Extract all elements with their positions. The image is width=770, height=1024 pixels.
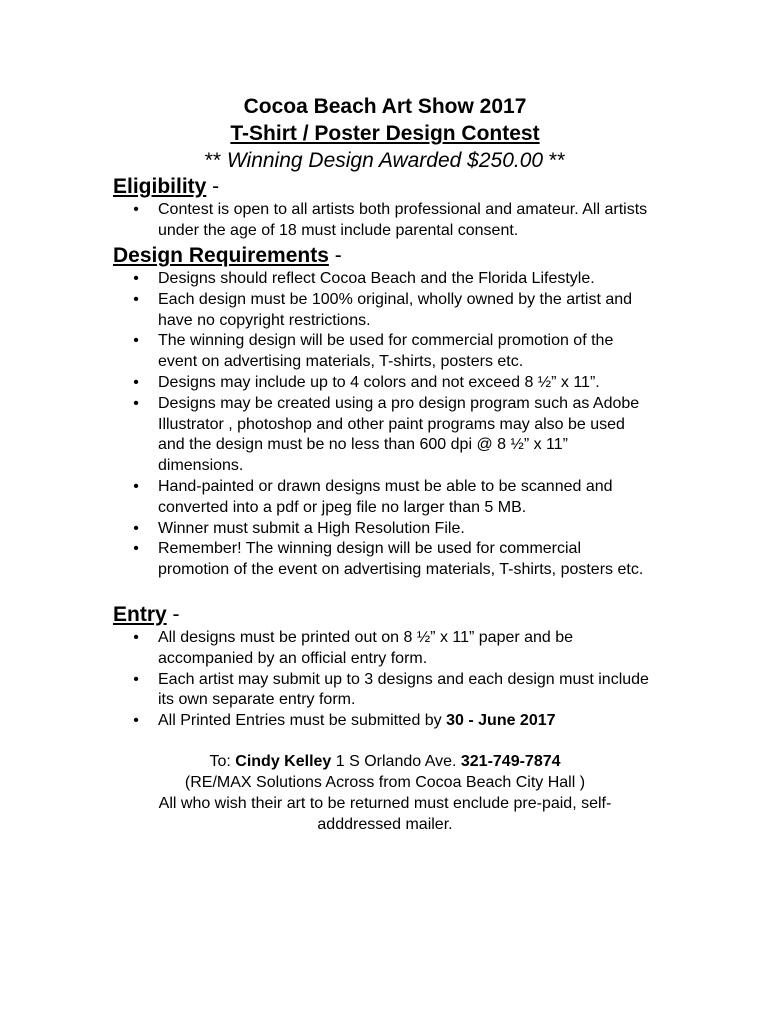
deadline-text: All Printed Entries must be submitted by bbox=[158, 712, 447, 730]
list-item bbox=[130, 373, 655, 394]
list-item-text: Each artist may submit up to 3 designs and each design must include its own separate entry form. bbox=[158, 670, 649, 709]
list-item-text: Each design must be 100% original, wholly owned by the artist and have no copyright restrictions. bbox=[158, 290, 633, 329]
list-item bbox=[130, 628, 655, 670]
bullet-icon: • bbox=[133, 712, 139, 730]
award-suffix: ** bbox=[543, 149, 566, 172]
eligibility-list bbox=[130, 200, 655, 242]
design-requirements-heading-dash: - bbox=[328, 244, 342, 267]
award-line bbox=[0, 148, 770, 174]
list-item-text: All designs must be printed out on 8 ½” x 11” paper and be accompanied by an official entry form. bbox=[158, 629, 574, 667]
contact-name: Cindy Kelley bbox=[235, 753, 332, 770]
entry-heading bbox=[113, 602, 180, 628]
list-item-text: The winning design will be used for commercial promotion of the event on advertising materials, T-shirts, posters etc. bbox=[158, 332, 614, 371]
list-item-text: Designs may be created using a pro design program such as Adobe Illustrator , photoshop and other paint programs may also be used and the design must be no less than 600 dpi @ 8 ½” x 11” dimensions. bbox=[158, 394, 640, 475]
bullet-icon: • bbox=[133, 519, 139, 537]
list-item-text: Remember! The winning design will be used for commercial promotion of the event on advertising materials, T-shirts, posters etc. bbox=[158, 540, 644, 579]
entry-list bbox=[130, 628, 655, 732]
bullet-icon: • bbox=[133, 394, 139, 412]
bullet-icon: • bbox=[133, 540, 139, 558]
list-item bbox=[130, 200, 655, 242]
list-item bbox=[130, 670, 655, 712]
entry-heading-label: Entry bbox=[113, 603, 167, 626]
list-item bbox=[130, 269, 655, 290]
bullet-icon: • bbox=[133, 201, 139, 218]
contact-phone: 321-749-7874 bbox=[460, 753, 561, 770]
bullet-icon: • bbox=[133, 629, 139, 646]
list-item-text: Contest is open to all artists both professional and amateur. All artists under the age of 18 must include parental consent. bbox=[158, 201, 648, 239]
contest-title: T-Shirt / Poster Design Contest bbox=[230, 122, 540, 145]
show-title: Cocoa Beach Art Show 2017 bbox=[243, 95, 527, 118]
eligibility-heading-dash: - bbox=[206, 175, 220, 198]
bullet-icon: • bbox=[133, 332, 139, 350]
return-note: All who wish their art to be returned must enclude pre-paid, self-adddressed mailer. bbox=[158, 795, 612, 833]
list-item bbox=[130, 290, 655, 332]
list-item bbox=[130, 477, 655, 519]
list-item-text: Designs may include up to 4 colors and not exceed 8 ½” x 11”. bbox=[158, 373, 600, 391]
design-requirements-list bbox=[130, 269, 655, 581]
bullet-icon: • bbox=[133, 373, 139, 391]
design-requirements-heading-label: Design Requirements bbox=[113, 244, 329, 267]
bullet-icon: • bbox=[133, 477, 139, 495]
list-item bbox=[130, 394, 655, 477]
to-label: To: bbox=[209, 753, 236, 770]
list-item bbox=[130, 331, 655, 373]
list-item bbox=[130, 539, 655, 581]
contact-line bbox=[0, 751, 770, 772]
list-item-text: Designs should reflect Cocoa Beach and the Florida Lifestyle. bbox=[158, 270, 595, 287]
bullet-icon: • bbox=[133, 270, 139, 287]
award-prefix: ** bbox=[204, 149, 227, 172]
deadline-date: 30 - June 2017 bbox=[446, 712, 556, 730]
bullet-icon: • bbox=[133, 290, 139, 308]
bullet-icon: • bbox=[133, 670, 139, 688]
design-requirements-heading bbox=[113, 243, 342, 269]
award-text: Winning Design Awarded $250.00 bbox=[226, 149, 544, 172]
list-item bbox=[130, 519, 655, 540]
entry-heading-dash: - bbox=[166, 603, 180, 626]
list-item-text: Winner must submit a High Resolution File. bbox=[158, 519, 465, 537]
contact-address: 1 S Orlando Ave. bbox=[331, 753, 461, 770]
eligibility-heading bbox=[113, 174, 219, 200]
list-item bbox=[130, 711, 655, 732]
location-note: (RE/MAX Solutions Across from Cocoa Beach City Hall ) bbox=[184, 774, 586, 791]
list-item-text: Hand-painted or drawn designs must be able to be scanned and converted into a pdf or jpeg file no larger than 5 MB. bbox=[158, 477, 613, 516]
eligibility-heading-label: Eligibility bbox=[113, 175, 207, 198]
